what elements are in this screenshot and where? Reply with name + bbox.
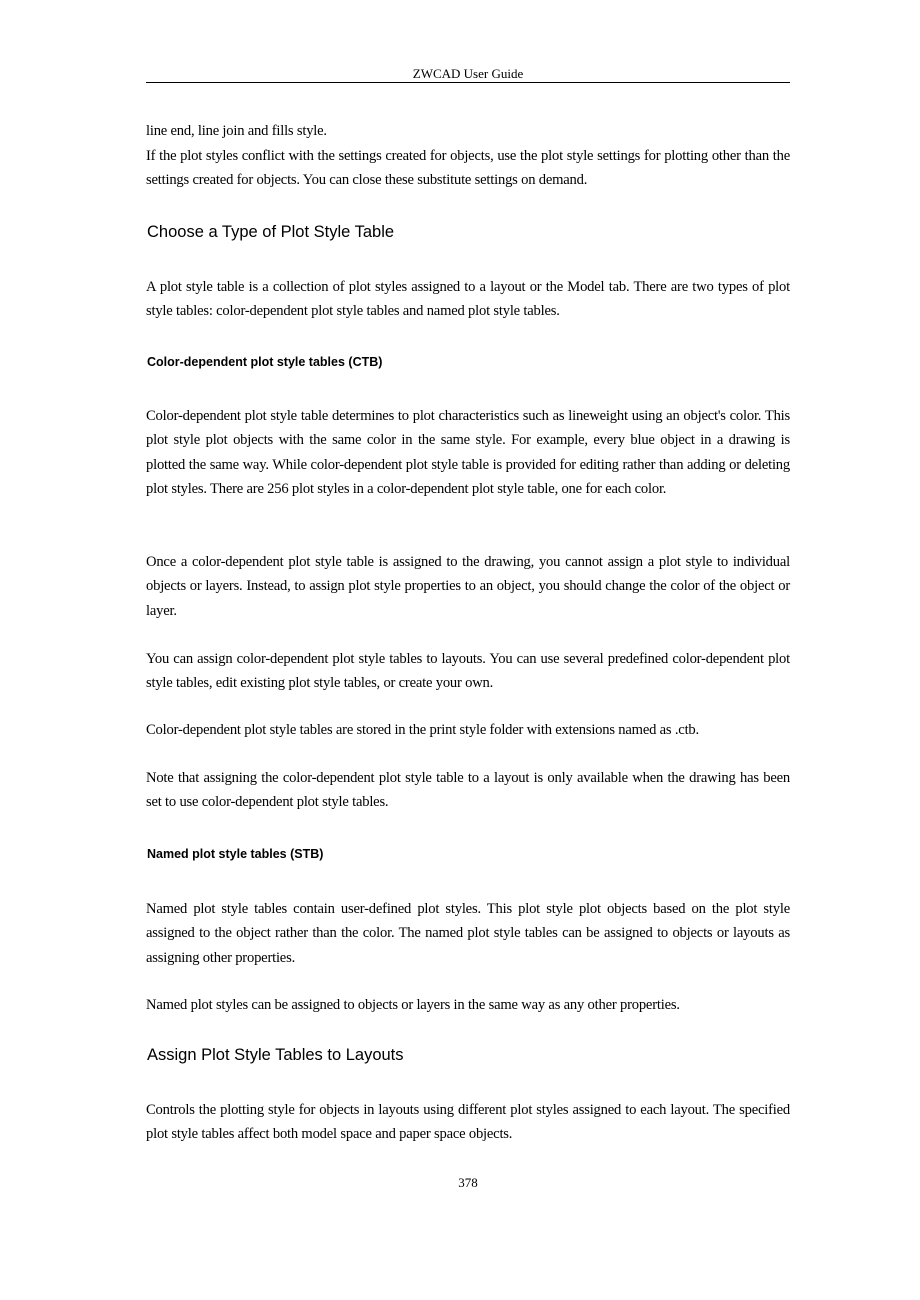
subsection-heading: Named plot style tables (STB) <box>147 847 324 861</box>
paragraph: Controls the plotting style for objects in layouts using different plot styles assigned to each layout. The specified plot style tables affect both model space and paper space objects. <box>146 1102 790 1143</box>
section-heading: Choose a Type of Plot Style Table <box>147 223 395 241</box>
page-number: 378 <box>458 1175 478 1190</box>
running-header: ZWCAD User Guide <box>412 66 524 81</box>
header-rule <box>146 82 790 83</box>
subsection-heading: Color-dependent plot style tables (CTB) <box>147 355 383 369</box>
paragraph: Note that assigning the color-dependent plot style table to a layout is only available when the drawing has been set to use color-dependent plot style tables. <box>146 770 790 811</box>
paragraph: line end, line join and fills style. <box>146 123 327 139</box>
paragraph: Once a color-dependent plot style table is assigned to the drawing, you cannot assign a plot style to individual objects or layers. Instead, to assign plot style properties to an object, you should change the color of the object or layer. <box>146 554 790 619</box>
paragraph: You can assign color-dependent plot style tables to layouts. You can use several predefined color-dependent plot style tables, edit existing plot style tables, or create your own. <box>146 651 790 692</box>
paragraph: A plot style table is a collection of plot styles assigned to a layout or the Model tab. There are two types of plot style tables: color-dependent plot style tables and named plot style tables. <box>146 279 790 320</box>
section-heading: Assign Plot Style Tables to Layouts <box>147 1046 404 1064</box>
paragraph: Color-dependent plot style tables are stored in the print style folder with extensions named as .ctb. <box>146 722 699 738</box>
paragraph: If the plot styles conflict with the settings created for objects, use the plot style settings for plotting other than the settings created for objects. You can close these substitute settings on demand. <box>146 148 790 189</box>
paragraph: Color-dependent plot style table determines to plot characteristics such as lineweight using an object's color. This plot style plot objects with the same color in the same style. For example, every blue object in a drawing is plotted the same way. While color-dependent plot style table is provided for editing rather than adding or deleting plot styles. There are 256 plot styles in a color-dependent plot style table, one for each color. <box>146 408 790 498</box>
paragraph: Named plot style tables contain user-defined plot styles. This plot style plot objects based on the plot style assigned to the object rather than the color. The named plot style tables can be assigned to objects or layouts as assigning other properties. <box>146 901 790 966</box>
paragraph: Named plot styles can be assigned to objects or layers in the same way as any other properties. <box>146 997 680 1013</box>
